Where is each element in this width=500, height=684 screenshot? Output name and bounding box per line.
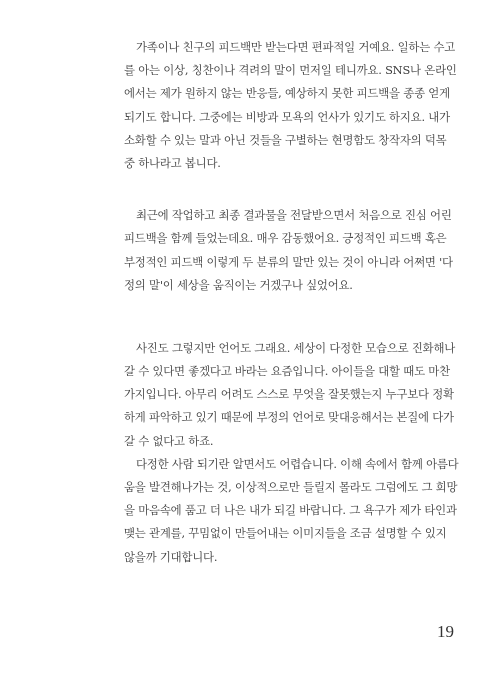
paragraph-1 — [124, 36, 457, 175]
text-line: 을 마음속에 품고 더 나은 내가 되길 바랍니다. 그 욕구가 제가 타인과 — [124, 503, 457, 518]
text-line: 하게 파악하고 있기 때문에 부정의 언어로 맞대응해서는 본질에 다가 — [124, 410, 454, 425]
text-line: 최근에 작업하고 최종 결과물을 전달받으면서 처음으로 진심 어린 — [136, 208, 452, 223]
text-line: 에서는 제가 원하지 않는 반응들, 예상하지 못한 피드백을 종종 얻게 — [124, 86, 450, 101]
text-line: 움을 발견해나가는 것, 이상적으로만 들릴지 몰라도 그럼에도 그 희망 — [124, 480, 458, 494]
body-text — [124, 36, 459, 569]
text-line: 부정적인 피드백 이렇게 두 분류의 말만 있는 것이 아니라 어쩌면 '다 — [124, 254, 453, 269]
text-line: 정의 말'이 세상을 움직이는 거겠구나 싶었어요. — [124, 277, 353, 292]
paragraph-3 — [124, 337, 456, 453]
text-line: 를 아는 이상, 칭찬이나 격려의 말이 먼저일 테니까요. SNS나 온라인 — [124, 63, 457, 78]
text-line: 피드백을 함께 들었는데요. 매우 감동했어요. 긍정적인 피드백 혹은 — [124, 231, 447, 246]
page-number: 19 — [437, 622, 454, 641]
text-line: 않을까 기대합니다. — [124, 549, 218, 564]
text-line: 되기도 합니다. 그중에는 비방과 모욕의 언사가 있기도 하지요. 내가 — [124, 109, 450, 124]
text-line: 갈 수 없다고 하죠. — [124, 433, 214, 448]
paragraph-4 — [124, 453, 459, 569]
text-line: 중 하나라고 봅니다. — [124, 155, 221, 170]
text-line: 소화할 수 있는 말과 아닌 것들을 구별하는 현명함도 창작자의 덕목 — [124, 132, 447, 147]
text-line: 갈 수 있다면 좋겠다고 바라는 요즘입니다. 아이들을 대할 때도 마찬 — [124, 364, 450, 379]
text-line: 맺는 관계를, 꾸밈없이 만들어내는 이미지들을 조금 설명할 수 있지 — [124, 526, 447, 541]
paragraph-2 — [124, 204, 453, 297]
text-line: 다정한 사람 되기란 알면서도 어렵습니다. 이해 속에서 함께 아름다 — [136, 456, 459, 471]
text-line: 가지입니다. 아무리 어려도 스스로 무엇을 잘못했는지 누구보다 정확 — [124, 387, 454, 402]
text-line: 가족이나 친구의 피드백만 받는다면 편파적일 거예요. 일하는 수고 — [136, 40, 456, 54]
text-line: 사진도 그렇지만 언어도 그래요. 세상이 다정한 모습으로 진화해나 — [136, 340, 456, 355]
